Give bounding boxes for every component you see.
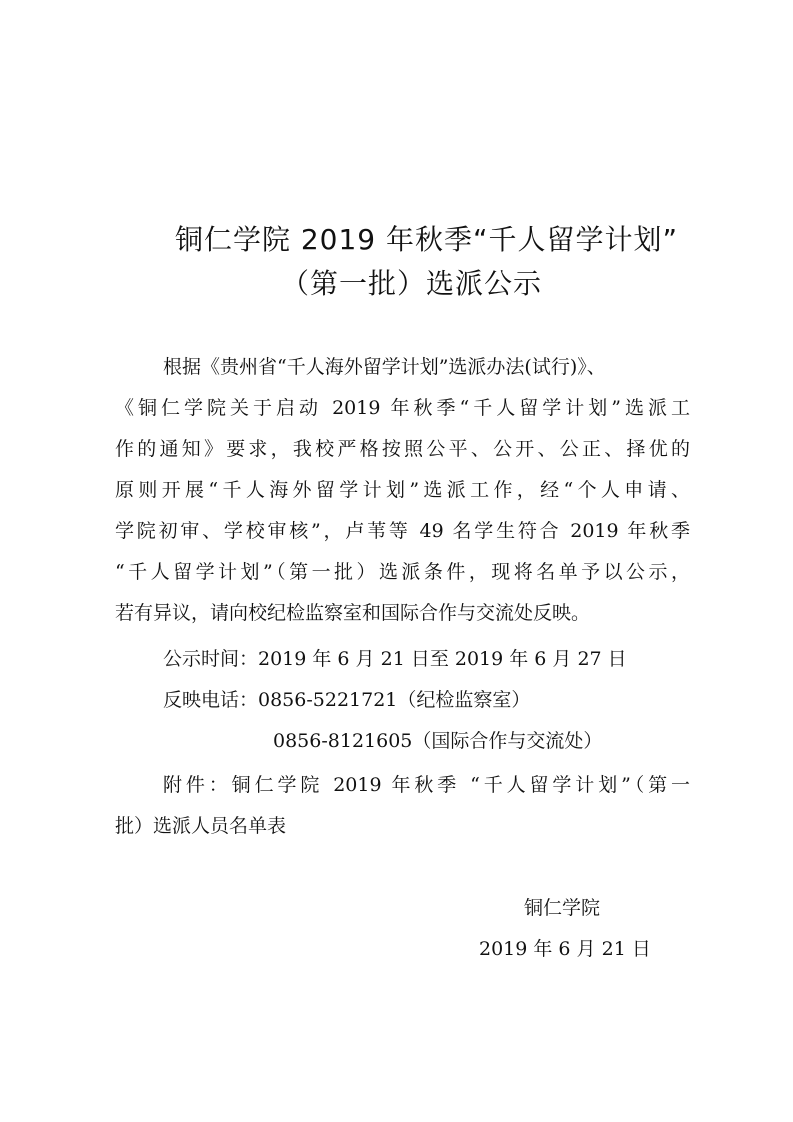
document-title-line-2: （第一批）选派公示: [280, 267, 542, 300]
paragraph-line-5: 学院初审、学校审核”，卢苇等 49 名学生符合 2019 年秋季: [115, 520, 690, 542]
paragraph-line-6: “千人留学计划”（第一批）选派条件，现将名单予以公示，: [115, 561, 690, 583]
paragraph-line-7: 若有异议，请向校纪检监察室和国际合作与交流处反映。: [115, 602, 591, 624]
paragraph-line-3: 作的通知》要求，我校严格按照公平、公开、公正、择优的: [115, 438, 690, 460]
signature-issuer: 铜仁学院: [524, 897, 601, 919]
document-title-line-1: 铜仁学院 2019 年秋季“千人留学计划”: [174, 223, 679, 256]
attachment-line-2: 批）选派人员名单表: [115, 815, 287, 837]
attachment-line-1: 附件：铜仁学院 2019 年秋季 “千人留学计划”（第一: [163, 774, 690, 796]
signature-date: 2019 年 6 月 21 日: [479, 938, 651, 960]
paragraph-line-4: 原则开展“千人海外留学计划”选派工作，经“个人申请、: [115, 479, 690, 501]
paragraph-line-2: 《铜仁学院关于启动 2019 年秋季“千人留学计划”选派工: [115, 397, 690, 419]
notice-period: 公示时间：2019 年 6 月 21 日至 2019 年 6 月 27 日: [163, 648, 627, 670]
paragraph-line-1: 根据《贵州省“千人海外留学计划”选派办法(试行)》、: [163, 356, 606, 378]
phone-line-1: 反映电话：0856-5221721（纪检监察室）: [163, 689, 531, 711]
phone-line-2: 0856-8121605（国际合作与交流处）: [273, 730, 603, 752]
